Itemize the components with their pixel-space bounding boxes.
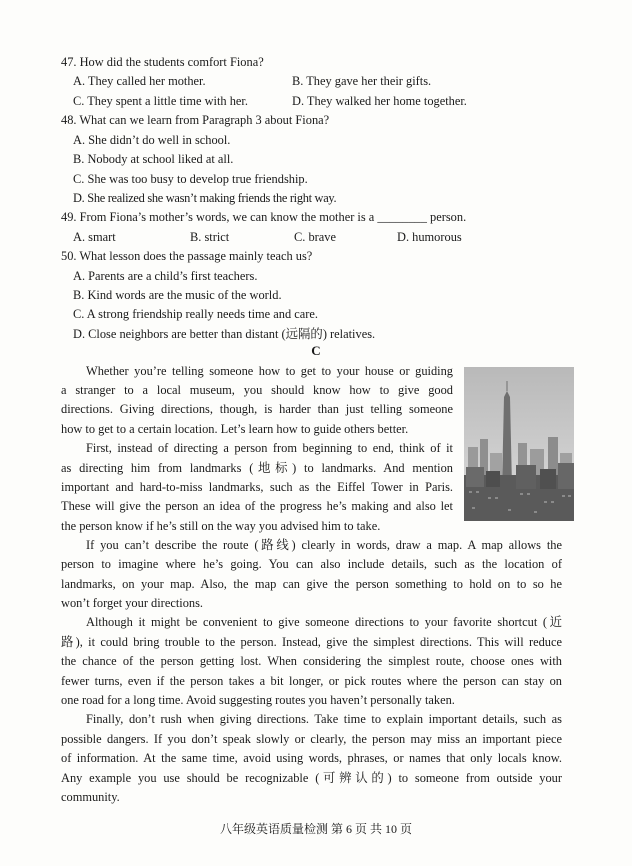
passage-line: fewer turns, even if the person takes a bit longer, or pick routes where the person can stay on	[61, 674, 562, 688]
option-b: B. Nobody at school liked at all.	[73, 152, 234, 166]
passage-line: directions. Giving directions, though, is harder than just telling someone	[61, 402, 453, 416]
passage-line: won’t forget your directions.	[61, 596, 204, 610]
passage-line: important and hard-to-miss landmarks, such as the Eiffel Tower in Paris.	[61, 480, 453, 494]
passage-line: a stranger to a local museum, you should know how to give good	[61, 383, 453, 397]
option-d: D. Close neighbors are better than distant (远隔的) relatives.	[73, 327, 376, 341]
city-skyline-photo	[464, 367, 574, 521]
option-c: C. They spent a little time with her.	[73, 94, 248, 108]
option-a: A. smart	[73, 230, 116, 244]
passage-line: First, instead of directing a person from beginning to end, think of it	[86, 441, 453, 455]
option-b: B. They gave her their gifts.	[292, 74, 432, 88]
option-a: A. Parents are a child’s first teachers.	[73, 269, 258, 283]
passage-line: Any example you use should be recognizable (可辨认的) to someone from outside your	[61, 771, 562, 785]
option-d: D. humorous	[397, 230, 462, 244]
passage-line: the person know if he’s still on the way you advised him to take.	[61, 519, 381, 533]
section-heading: C	[311, 343, 321, 358]
passage-line: the chance of the person getting lost. When considering the simplest route, choose ones with	[61, 654, 562, 668]
passage-line: of information. At the same time, avoid using words, phrases, or names that only locals know.	[61, 751, 562, 765]
passage-line: Whether you’re telling someone how to get to your house or guiding	[86, 364, 453, 378]
passage-line: 路), it could bring trouble to the person. Instead, give the simplest directions. This will reduce	[61, 635, 562, 649]
passage-line: community.	[61, 790, 120, 804]
option-c: C. brave	[294, 230, 336, 244]
question-stem: 49. From Fiona’s mother’s words, we can know the mother is a ________ person.	[61, 210, 467, 224]
passage-line: one road for a long time. Avoid suggesting routes you haven’t personally taken.	[61, 693, 455, 707]
passage-line: as directing him from landmarks (地标) to landmarks. And mention	[61, 461, 453, 475]
option-c: C. She was too busy to develop true friendship.	[73, 172, 308, 186]
passage-line: how to get to a certain location. Let’s learn how to guide others better.	[61, 422, 409, 436]
option-d: D. They walked her home together.	[292, 94, 467, 108]
option-d: D. She realized she wasn’t making friends the right way.	[73, 191, 337, 205]
option-b: B. strict	[190, 230, 230, 244]
passage-line: possible dangers. If you don’t speak slowly or clearly, the person may miss an important piece	[61, 732, 562, 746]
passage-line: Although it might be convenient to give someone directions to your favorite shortcut (近	[86, 615, 562, 629]
option-a: A. She didn’t do well in school.	[73, 133, 231, 147]
passage-line: If you can’t describe the route (路线) clearly in words, draw a map. A map allows the	[86, 538, 562, 552]
question-stem: 50. What lesson does the passage mainly teach us?	[61, 249, 313, 263]
option-c: C. A strong friendship really needs time and care.	[73, 307, 318, 321]
option-a: A. They called her mother.	[73, 74, 206, 88]
question-stem: 47. How did the students comfort Fiona?	[61, 55, 264, 69]
page-footer: 八年级英语质量检测 第 6 页 共 10 页	[219, 822, 412, 836]
option-b: B. Kind words are the music of the world.	[73, 288, 282, 302]
passage-line: landmarks, on your map. Also, the map can give the person something to hold on to so he	[61, 577, 562, 591]
question-stem: 48. What can we learn from Paragraph 3 about Fiona?	[61, 113, 330, 127]
passage-line: person to imagine where he’s going. You can also include details, such as the location of	[61, 557, 562, 571]
passage-line: Finally, don’t rush when giving directions. Take time to explain important details, such as	[86, 712, 562, 726]
passage-line: These will give the person an idea of the progress he’s making and also let	[61, 499, 453, 513]
